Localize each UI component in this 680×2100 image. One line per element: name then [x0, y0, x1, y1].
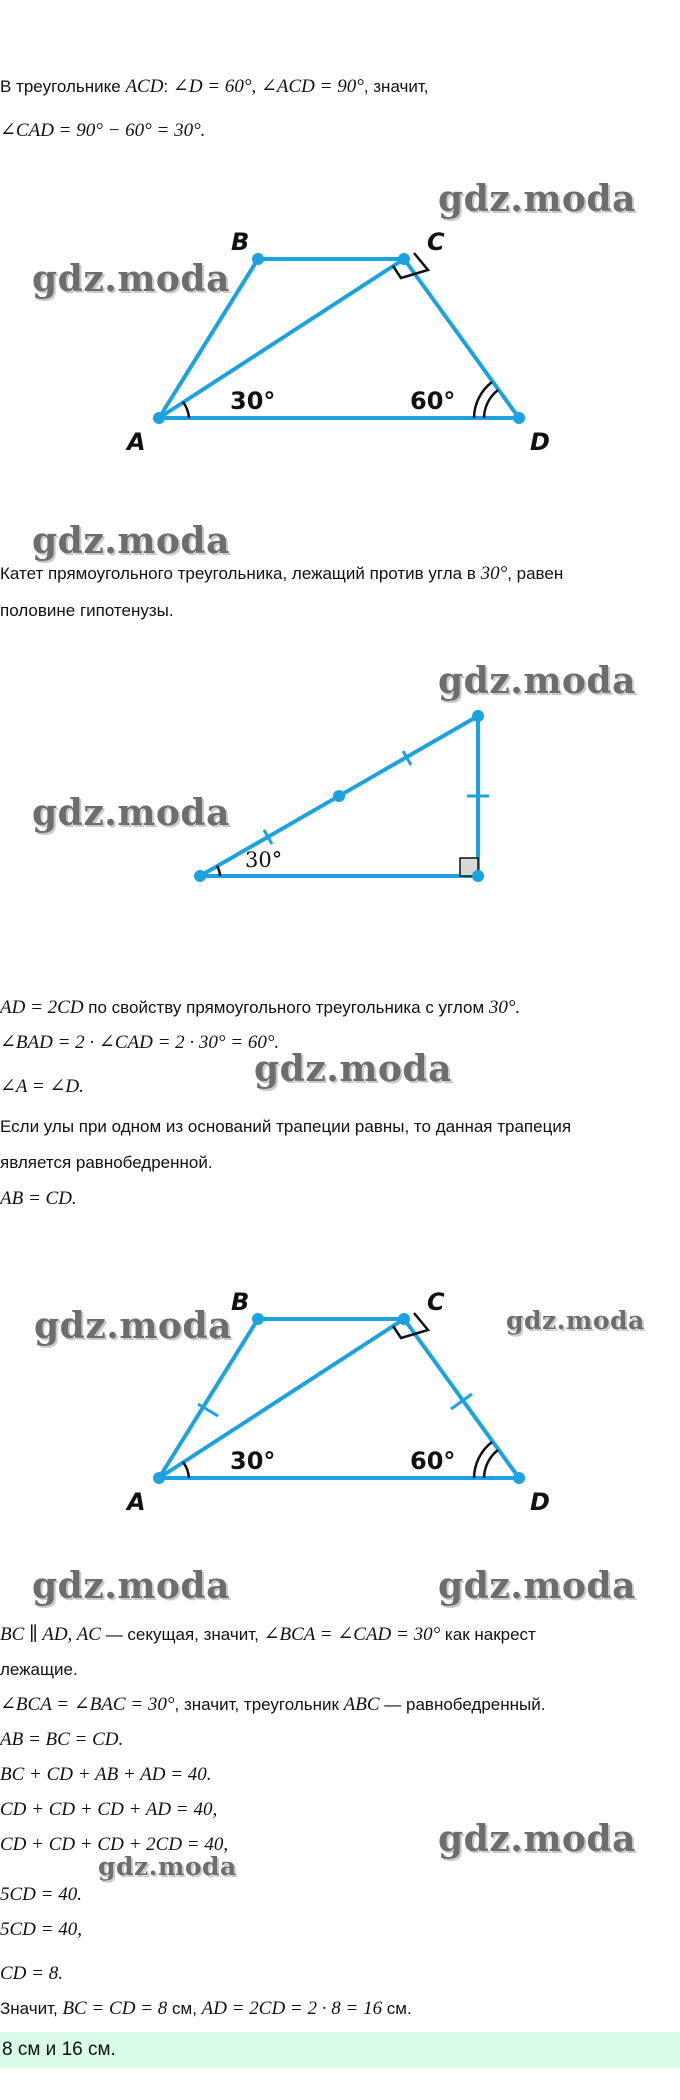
text-line: половине гипотенузы.: [0, 601, 174, 620]
vertex-c: [398, 253, 410, 265]
text: по свойству прямоугольного треугольника с углом: [83, 998, 489, 1017]
watermark-logo: gdz.moda: [438, 1818, 636, 1860]
text: Катет прямоугольного треугольника, лежащий против угла в: [0, 564, 481, 583]
math: ABC: [343, 1694, 380, 1715]
equal-tick-marks: [264, 751, 489, 844]
watermark-logo: gdz.moda: [32, 520, 230, 562]
vertex-c: [398, 1313, 410, 1325]
vertex-d: [513, 412, 525, 424]
watermark-logo: gdz.moda: [32, 1565, 230, 1607]
text-line: [0, 563, 672, 585]
label-d: D: [530, 428, 550, 456]
angle-arc-a: [183, 1462, 189, 1478]
angle-arc-d-1: [484, 1450, 498, 1478]
angle-label-a: 30°: [230, 1447, 276, 1475]
vertex-b: [252, 253, 264, 265]
math: ∠BCA = ∠BAC = 30°: [0, 1694, 175, 1715]
text-line: Если улы при одном из оснований трапеции равны, то данная трапеция: [0, 1117, 572, 1136]
math-line: CD + CD + CD + AD = 40,: [0, 1799, 218, 1820]
math: 30°.: [488, 997, 521, 1018]
text-line: лежащие.: [0, 1660, 78, 1679]
label-c: C: [427, 228, 445, 256]
vertex-left: [194, 870, 206, 882]
watermark-logo: gdz.moda: [32, 258, 230, 300]
math: BC ∥ AD, AC: [0, 1624, 101, 1645]
text: см,: [167, 1999, 202, 2018]
watermark-logo: gdz.moda: [438, 1565, 636, 1607]
math: 30°: [480, 563, 508, 584]
watermark-logo: gdz.moda: [254, 1048, 452, 1090]
equal-tick-marks: [198, 1394, 472, 1416]
text: В треугольнике: [0, 77, 126, 96]
math-line: CD = 8.: [0, 1963, 63, 1984]
watermark-logo: gdz.moda: [32, 792, 230, 834]
angle-arc-a: [183, 402, 189, 418]
text: , значит,: [363, 77, 429, 96]
text-line: [0, 76, 672, 98]
text: Значит,: [0, 1999, 63, 2018]
math: ACD: [125, 76, 164, 97]
math: BC = CD = 8: [62, 1998, 168, 2019]
text-line: [0, 1694, 672, 1716]
midpoint: [333, 790, 345, 802]
angle-label-d: 60°: [410, 1447, 456, 1475]
math: ∠D = 60°, ∠ACD = 90°: [172, 76, 364, 97]
text-line: является равнобедренной.: [0, 1153, 213, 1172]
text: , значит, треугольник: [174, 1695, 344, 1714]
vertex-b: [252, 1313, 264, 1325]
angle-label: 30°: [245, 848, 283, 872]
text-line: [0, 997, 672, 1019]
text: как накрест: [440, 1625, 536, 1644]
watermark-logo: gdz.moda: [506, 1306, 645, 1335]
label-c: C: [427, 1288, 445, 1316]
vertex-d: [513, 1472, 525, 1484]
label-b: B: [231, 228, 250, 256]
angle-label-d: 60°: [410, 387, 456, 415]
text-line: [0, 1624, 672, 1646]
label-a: A: [127, 428, 146, 456]
math-line: 5CD = 40.: [0, 1884, 82, 1905]
label-b: B: [231, 1288, 250, 1316]
math-line: AB = BC = CD.: [0, 1729, 124, 1750]
angle-label-a: 30°: [230, 387, 276, 415]
math: ∠BCA = ∠CAD = 30°: [263, 1624, 441, 1645]
label-d: D: [530, 1488, 550, 1516]
text: — секущая, значит,: [100, 1625, 264, 1644]
answer-text: 8 см и 16 см.: [2, 2039, 116, 2060]
vertex-a: [153, 1472, 165, 1484]
label-a: A: [127, 1488, 146, 1516]
vertex-top: [472, 710, 484, 722]
watermark-logo: gdz.moda: [438, 178, 636, 220]
math-line: BC + CD + AB + AD = 40.: [0, 1764, 212, 1785]
math-line: AB = CD.: [0, 1188, 77, 1209]
math: AD = 2CD: [0, 997, 84, 1018]
vertex-a: [153, 412, 165, 424]
math: AD = 2CD = 2 · 8 = 16: [201, 1998, 383, 2019]
angle-arc-d-1: [484, 390, 498, 418]
text: — равнобедренный.: [379, 1695, 546, 1714]
vertex-right: [472, 870, 484, 882]
text: :: [163, 77, 173, 96]
watermark-logo: gdz.moda: [34, 1305, 232, 1347]
math-line: ∠CAD = 90° − 60° = 30°.: [0, 120, 206, 141]
watermark-logo: gdz.moda: [438, 660, 636, 702]
math-line: CD + CD + CD + 2CD = 40,: [0, 1834, 229, 1855]
trapezoid-figure-1: [0, 220, 680, 460]
text: см.: [382, 1999, 412, 2018]
text-line: [0, 1998, 672, 2020]
text: , равен: [507, 564, 564, 583]
math-line: ∠BAD = 2 · ∠CAD = 2 · 30° = 60°.: [0, 1032, 280, 1053]
watermark-logo: gdz.moda: [98, 1852, 237, 1881]
math-line: ∠A = ∠D.: [0, 1076, 84, 1097]
math-line: 5CD = 40,: [0, 1919, 82, 1940]
answer-box: [0, 2032, 680, 2068]
